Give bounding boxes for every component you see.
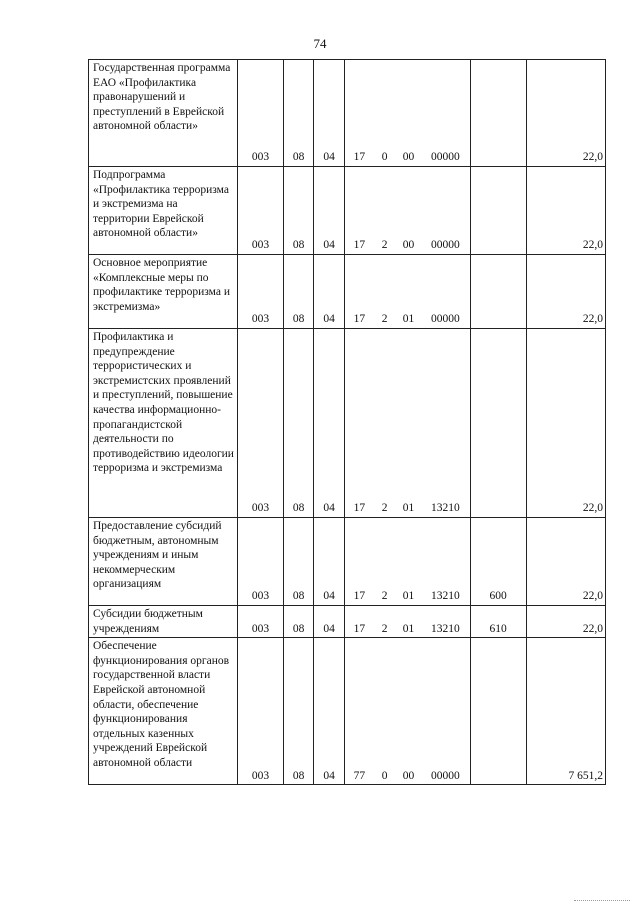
program-code-cell: 17 bbox=[345, 255, 372, 329]
program-code-cell: 17 bbox=[345, 329, 372, 518]
amount-cell: 22,0 bbox=[526, 606, 605, 638]
section-code-cell: 08 bbox=[284, 518, 314, 606]
amount-cell: 22,0 bbox=[526, 518, 605, 606]
direction-code-cell: 13210 bbox=[420, 606, 470, 638]
amount-cell: 7 651,2 bbox=[526, 638, 605, 785]
direction-code-cell: 13210 bbox=[420, 518, 470, 606]
row-name-cell: Государственная программа ЕАО «Профилактика правонарушений и преступлений в Еврейской автономной области» bbox=[89, 60, 238, 167]
expense-type-cell bbox=[470, 167, 526, 255]
amount-cell: 22,0 bbox=[526, 255, 605, 329]
row-name-cell: Субсидии бюджетным учреждениям bbox=[89, 606, 238, 638]
direction-code-cell: 00000 bbox=[420, 60, 470, 167]
program-code-cell: 77 bbox=[345, 638, 372, 785]
amount-cell: 22,0 bbox=[526, 329, 605, 518]
section-code-cell: 08 bbox=[284, 638, 314, 785]
program-code-cell: 17 bbox=[345, 518, 372, 606]
ministry-code-cell: 003 bbox=[237, 60, 284, 167]
table-row bbox=[89, 638, 606, 785]
row-name-cell: Предоставление субсидий бюджетным, автономным учреждениям и иным некоммерческим организациям bbox=[89, 518, 238, 606]
subsection-code-cell: 04 bbox=[313, 255, 345, 329]
section-code-cell: 08 bbox=[284, 329, 314, 518]
table-row bbox=[89, 329, 606, 518]
section-code-cell: 08 bbox=[284, 255, 314, 329]
direction-code-cell: 00000 bbox=[420, 638, 470, 785]
subprogram-code-cell: 2 bbox=[372, 167, 395, 255]
subprogram-code-cell: 2 bbox=[372, 255, 395, 329]
section-code-cell: 08 bbox=[284, 606, 314, 638]
table-row bbox=[89, 255, 606, 329]
row-name-cell: Обеспечение функционирования органов государственной власти Еврейской автономной области, обеспечение функционирования отдельных казенных учреждений Еврейской автономной области bbox=[89, 638, 238, 785]
ministry-code-cell: 003 bbox=[237, 329, 284, 518]
activity-code-cell: 01 bbox=[396, 606, 420, 638]
expense-type-cell: 610 bbox=[470, 606, 526, 638]
expense-type-cell: 600 bbox=[470, 518, 526, 606]
page-number: 74 bbox=[313, 36, 327, 51]
ministry-code-cell: 003 bbox=[237, 167, 284, 255]
activity-code-cell: 01 bbox=[396, 329, 420, 518]
row-name-cell: Подпрограмма «Профилактика терроризма и экстремизма на территории Еврейской автономной области» bbox=[89, 167, 238, 255]
subprogram-code-cell: 0 bbox=[372, 60, 395, 167]
section-code-cell: 08 bbox=[284, 60, 314, 167]
ministry-code-cell: 003 bbox=[237, 255, 284, 329]
table-row bbox=[89, 167, 606, 255]
subsection-code-cell: 04 bbox=[313, 329, 345, 518]
program-code-cell: 17 bbox=[345, 167, 372, 255]
expense-type-cell bbox=[470, 638, 526, 785]
program-code-cell: 17 bbox=[345, 60, 372, 167]
table-row bbox=[89, 606, 606, 638]
subsection-code-cell: 04 bbox=[313, 606, 345, 638]
subsection-code-cell: 04 bbox=[313, 167, 345, 255]
direction-code-cell: 00000 bbox=[420, 167, 470, 255]
direction-code-cell: 13210 bbox=[420, 329, 470, 518]
subsection-code-cell: 04 bbox=[313, 518, 345, 606]
subsection-code-cell: 04 bbox=[313, 60, 345, 167]
subprogram-code-cell: 0 bbox=[372, 638, 395, 785]
section-code-cell: 08 bbox=[284, 167, 314, 255]
expense-type-cell bbox=[470, 255, 526, 329]
subprogram-code-cell: 2 bbox=[372, 518, 395, 606]
activity-code-cell: 00 bbox=[396, 60, 420, 167]
ministry-code-cell: 003 bbox=[237, 606, 284, 638]
budget-table bbox=[88, 59, 606, 785]
activity-code-cell: 01 bbox=[396, 518, 420, 606]
activity-code-cell: 00 bbox=[396, 167, 420, 255]
expense-type-cell bbox=[470, 329, 526, 518]
table-row bbox=[89, 518, 606, 606]
row-name-cell: Профилактика и предупреждение террористических и экстремистских проявлений и преступлений, повышение качества информационно-пропагандистской деятельности по противодействию идеологии терроризма и экстремизма bbox=[89, 329, 238, 518]
amount-cell: 22,0 bbox=[526, 60, 605, 167]
ministry-code-cell: 003 bbox=[237, 638, 284, 785]
scan-artifact bbox=[574, 900, 630, 903]
direction-code-cell: 00000 bbox=[420, 255, 470, 329]
activity-code-cell: 00 bbox=[396, 638, 420, 785]
row-name-cell: Основное мероприятие «Комплексные меры по профилактике терроризма и экстремизма» bbox=[89, 255, 238, 329]
subprogram-code-cell: 2 bbox=[372, 606, 395, 638]
ministry-code-cell: 003 bbox=[237, 518, 284, 606]
activity-code-cell: 01 bbox=[396, 255, 420, 329]
program-code-cell: 17 bbox=[345, 606, 372, 638]
amount-cell: 22,0 bbox=[526, 167, 605, 255]
expense-type-cell bbox=[470, 60, 526, 167]
subprogram-code-cell: 2 bbox=[372, 329, 395, 518]
subsection-code-cell: 04 bbox=[313, 638, 345, 785]
table-row bbox=[89, 60, 606, 167]
